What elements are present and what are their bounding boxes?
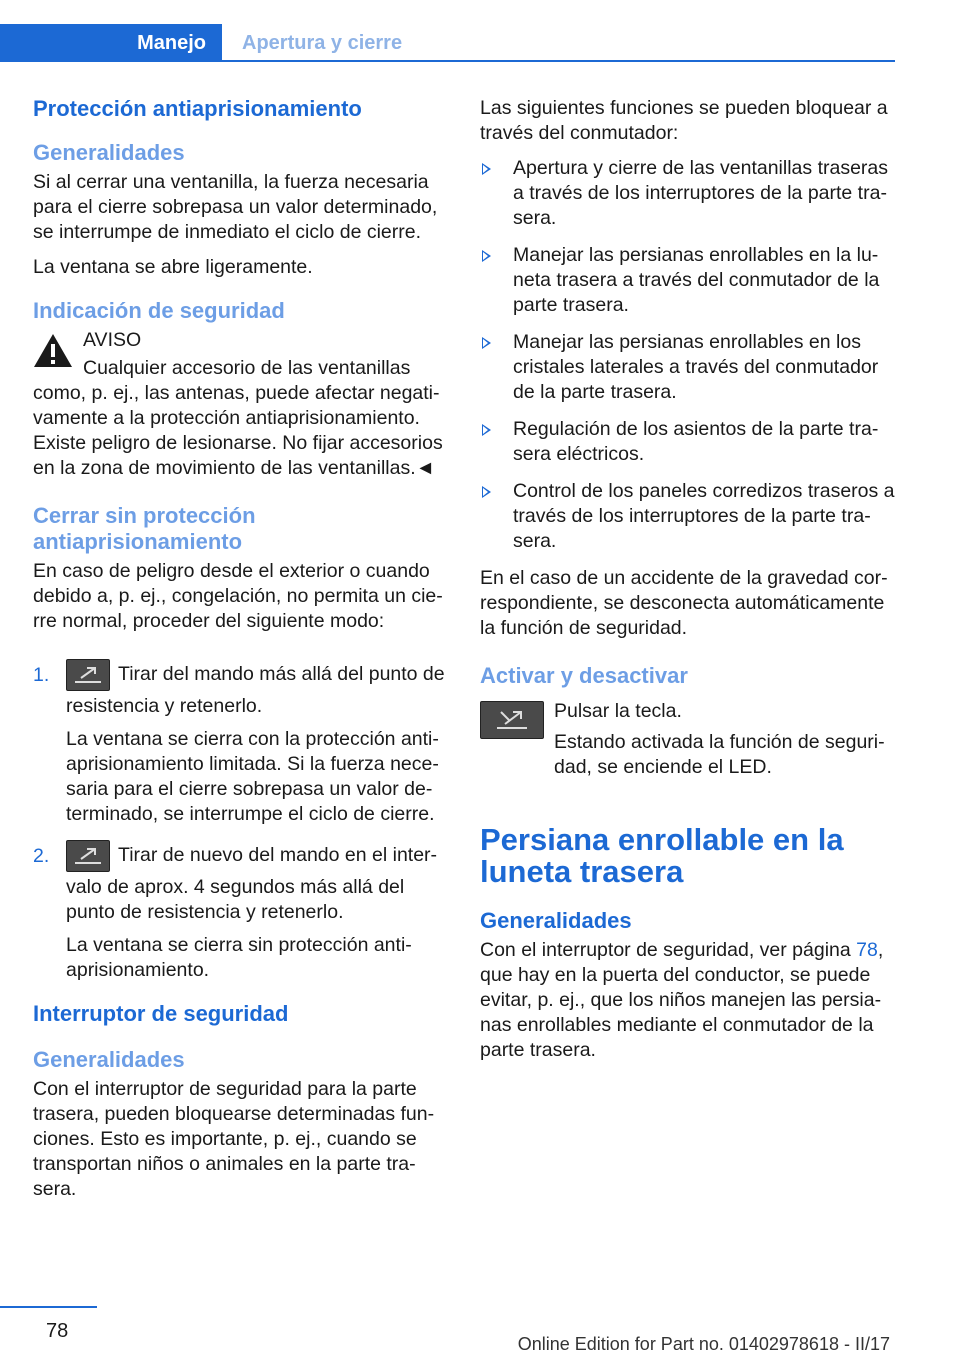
chapter-tab (0, 24, 222, 62)
edition-text: Online Edition for Part no. 01402978618 - II/17 (517, 1334, 890, 1354)
function-list (480, 156, 898, 554)
paragraph-text: Con el interruptor de seguridad, ver página (480, 939, 857, 961)
step-note: La ventana se cierra sin protección antiaprisionamiento. (66, 934, 412, 981)
step-text: Tirar del mando más allá del punto de resistencia y retenerlo. (66, 663, 445, 717)
steps-list (33, 658, 451, 983)
bullet-triangle-icon (482, 424, 491, 436)
paragraph: En caso de peligro desde el exterior o cuando debido a, p. ej., congelación, no permita un cierre normal, proceder del siguiente modo: (33, 560, 443, 632)
bullet-triangle-icon (482, 337, 491, 349)
bullet-triangle-icon (482, 486, 491, 498)
window-switch-icon (66, 840, 110, 872)
subheading-no-protection: Cerrar sin protección antiaprisionamiento (33, 503, 256, 554)
section-title-antitrap: Protección antiaprisionamiento (33, 96, 362, 121)
warning-title: AVISO (83, 329, 142, 351)
warning-triangle-icon (33, 332, 73, 368)
page-reference-link[interactable]: 78 (856, 939, 878, 961)
list-item-text: Control de los paneles corredizos traseros a través de los interruptores de la parte trasera. (513, 480, 895, 552)
bullet-triangle-icon (482, 250, 491, 262)
subheading-general: Generalidades (480, 908, 632, 933)
list-item-text: Regulación de los asientos de la parte trasera eléctricos. (513, 418, 879, 465)
window-switch-icon (66, 659, 110, 691)
paragraph: Con el interruptor de seguridad para la parte trasera, pueden bloquearse determinadas funciones. Esto es importante, p. ej., cuando se transportan niños o animales en la parte trasera. (33, 1078, 435, 1200)
list-item-text: Manejar las persianas enrollables en la luneta trasera a través del conmutador de la parte trasera. (513, 244, 880, 316)
list-item-text: Manejar las persianas enrollables en los cristales laterales a través del conmutador de la parte trasera. (513, 331, 879, 403)
step-item (33, 658, 451, 827)
step-number: 2. (33, 845, 50, 867)
list-item (480, 417, 898, 467)
list-item (480, 156, 898, 231)
paragraph: Las siguientes funciones se pueden bloquear a través del conmutador: (480, 97, 888, 144)
step-text: Tirar de nuevo del mando en el intervalo de aprox. 4 segundos más allá del punto de resistencia y retenerlo. (66, 844, 438, 923)
warning-block (33, 328, 451, 372)
list-item (480, 243, 898, 318)
step-note: La ventana se cierra con la protección antiaprisionamiento limitada. Si la fuerza necesaria para el cierre sobrepasa un valor determinado, se interrumpe el ciclo de cierre. (66, 728, 439, 825)
paragraph (480, 938, 898, 1063)
step-item (33, 839, 451, 983)
subheading-general: Generalidades (33, 140, 185, 165)
list-item-text: Apertura y cierre de las ventanillas traseras a través de los interruptores de la parte trasera. (513, 157, 889, 229)
section-title-safety-switch: Interruptor de seguridad (33, 1001, 289, 1026)
chapter-label: Manejo (137, 31, 206, 54)
chapter-heading-rear-blind: Persiana enrollable en la luneta trasera (480, 822, 844, 889)
list-item (480, 330, 898, 405)
right-column (480, 96, 898, 1073)
subheading-safety: Indicación de seguridad (33, 298, 285, 323)
bullet-triangle-icon (482, 163, 491, 175)
left-column (33, 96, 451, 1212)
section-tab (222, 24, 402, 62)
step-number: 1. (33, 664, 50, 686)
safety-switch-icon (480, 701, 544, 739)
paragraph: En el caso de un accidente de la gravedad correspondiente, se desconecta automáticamente la función de seguridad. (480, 567, 888, 639)
section-label: Apertura y cierre (242, 31, 403, 54)
subheading-activate: Activar y desactivar (480, 663, 688, 688)
paragraph: Si al cerrar una ventanilla, la fuerza necesaria para el cierre sobrepasa un valor determinado, se interrumpe de inmediato el ciclo de cierre. (33, 171, 438, 243)
paragraph-text: , que hay en la puerta del conductor, se puede evitar, p. ej., que los niños manejen las persianas enrollables mediante el conmutador de la parte trasera. (480, 939, 884, 1061)
page-number: 78 (46, 1320, 69, 1342)
subheading-general: Generalidades (33, 1047, 185, 1072)
paragraph: La ventana se abre ligeramente. (33, 256, 313, 278)
header-rule (222, 60, 895, 62)
footer-rule (0, 1306, 97, 1308)
instruction-text: Pulsar la tecla. (554, 700, 682, 722)
list-item (480, 479, 898, 554)
warning-text: Cualquier accesorio de las ventanillas como, p. ej., las antenas, puede afectar negativamente a la protección antiaprisionamiento. Existe peligro de lesionarse. No fijar accesorios en la zona de movimiento de las ventanillas.◄ (33, 357, 443, 479)
activate-block (480, 699, 898, 780)
instruction-text: Estando activada la función de seguridad, se enciende el LED. (554, 731, 885, 778)
